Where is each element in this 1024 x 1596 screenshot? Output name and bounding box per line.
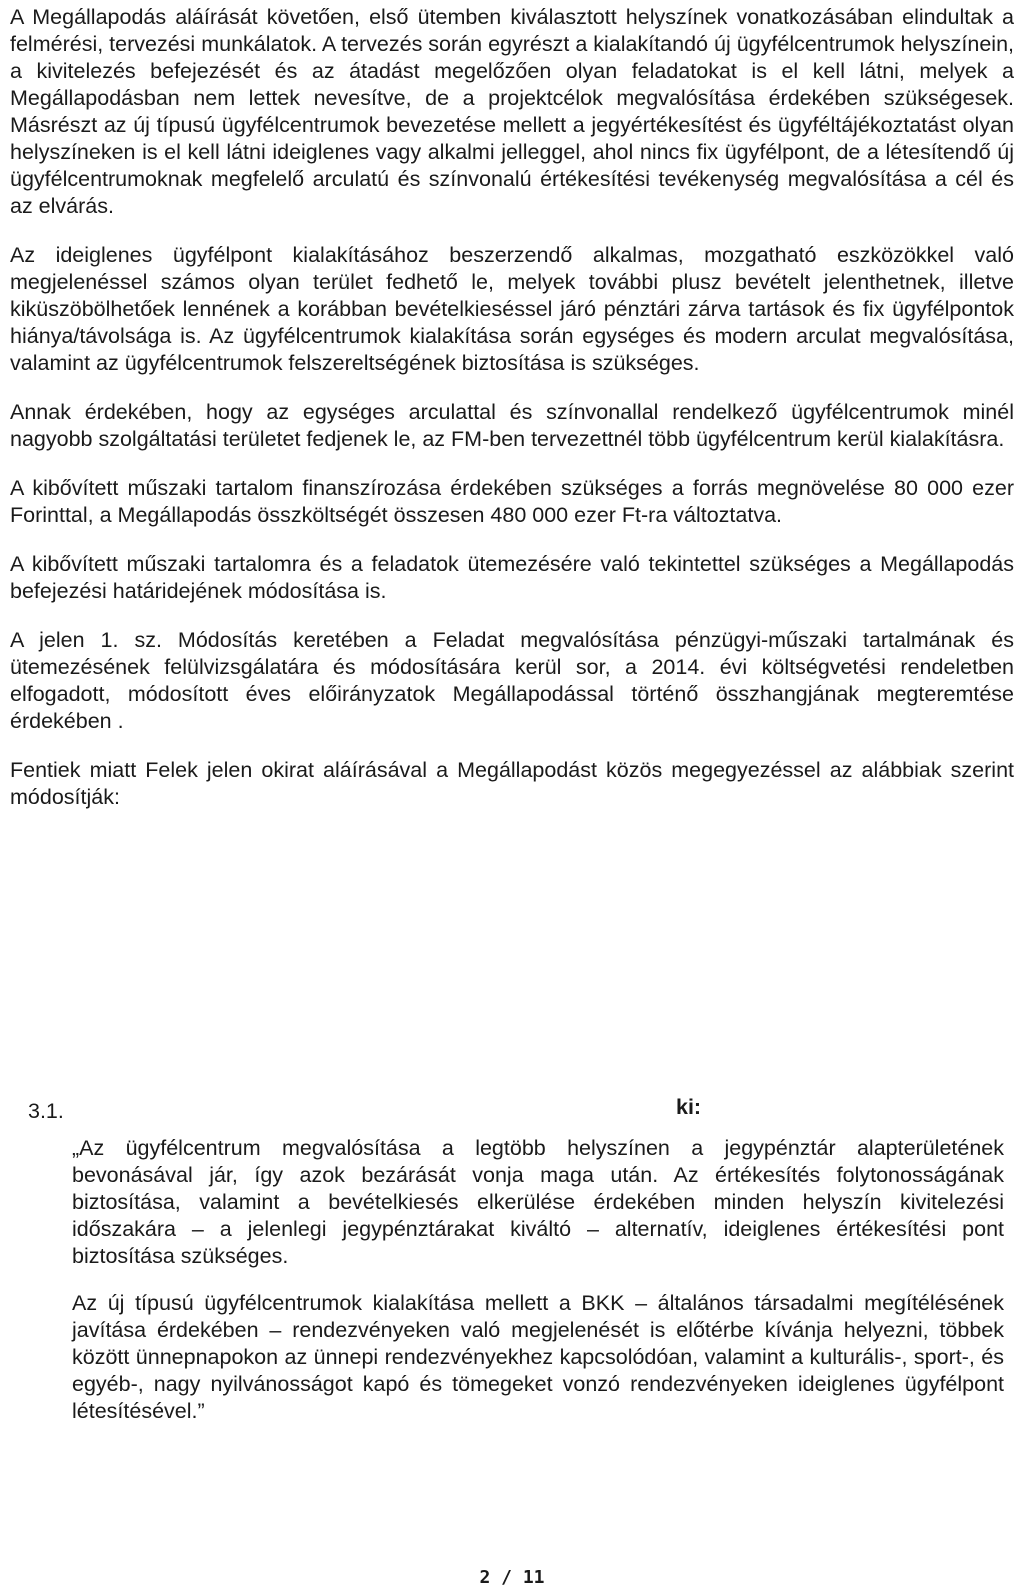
page-number: 2 / 11	[479, 1567, 545, 1588]
section-number: 3.1.	[28, 1099, 64, 1123]
section-suffix: ki:	[676, 1095, 702, 1119]
paragraph-4: A kibővített műszaki tartalom finanszírozása érdekében szükséges a forrás megnövelése 80 000 ezer Forinttal, a Megállapodás összköltségét összesen 480 000 ezer Ft-ra változtatva.	[10, 476, 1014, 527]
paragraph-7: Fentiek miatt Felek jelen okirat aláírásával a Megállapodást közös megegyezéssel az alábbiak szerint módosítják:	[10, 758, 1014, 809]
paragraph-3: Annak érdekében, hogy az egységes arculattal és színvonallal rendelkező ügyfélcentrumok minél nagyobb szolgáltatási területet fedjenek le, az FM-ben tervezettnél több ügyfélcentrum kerül kialakításra.	[10, 400, 1014, 451]
quote-paragraph-2: Az új típusú ügyfélcentrumok kialakítása mellett a BKK – általános társadalmi megítélésének javítása érdekében – rendezvényeken való megjelenését is előtérbe kívánja helyezni, többek között ünnepnapokon az ünnepi rendezvényekhez kapcsolódóan, valamint a kulturális-, sport-, és egyéb-, nagy nyilvánosságot kapó és tömegeket vonzó rendezvényeken ideiglenes ügyfélpont létesítésével.”	[72, 1291, 1004, 1423]
quoted-amendment	[72, 1135, 1004, 1425]
document-body	[10, 4, 1014, 811]
paragraph-5: A kibővített műszaki tartalomra és a feladatok ütemezésére való tekintettel szükséges a Megállapodás befejezési határidejének módosítása is.	[10, 552, 1014, 603]
paragraph-2: Az ideiglenes ügyfélpont kialakításához beszerzendő alkalmas, mozgatható eszközökkel való megjelenéssel számos olyan terület fedhető le, melyek további plusz bevételt jelenthetnek, illetve kiküszöbölhetőek lennének a korábban bevételkieséssel járó pénztári zárva tartások és fix ügyfélpontok hiánya/távolsága is. Az ügyfélcentrumok kialakítása során egységes és modern arculat megvalósítása, valamint az ügyfélcentrumok felszereltségének biztosítása is szükséges.	[10, 243, 1014, 375]
paragraph-1: A Megállapodás aláírását követően, első ütemben kiválasztott helyszínek vonatkozásában elindultak a felmérési, tervezési munkálatok. A tervezés során egyrészt a kialakítandó új ügyfélcentrumok helyszínein, a kivitelezés befejezését és az átadást megelőzően olyan feladatokat is el kell látni, melyek a Megállapodásban nem lettek nevesítve, de a projektcélok megvalósítása érdekében szükségesek. Másrészt az új típusú ügyfélcentrumok bevezetése mellett a jegyértékesítést és ügyféltájékoztatást olyan helyszíneken is el kell látni ideiglenes vagy alkalmi jelleggel, ahol nincs fix ügyfélpont, de a létesítendő új ügyfélcentrumoknak megfelelő arculatú és színvonalú értékesítési tevékenység megvalósítása a cél és az elvárás.	[10, 5, 1014, 218]
quote-paragraph-1: „Az ügyfélcentrum megvalósítása a legtöbb helyszínen a jegypénztár alapterületének bevonásával jár, így azok bezárását vonja maga után. Az értékesítés folytonosságának biztosítása, valamint a bevételkiesés elkerülése érdekében minden helyszín kivitelezési időszakára – a jelenlegi jegypénztárakat kiváltó – alternatív, ideiglenes értékesítési pont biztosítása szükséges.	[72, 1136, 1004, 1268]
paragraph-6: A jelen 1. sz. Módosítás keretében a Feladat megvalósítása pénzügyi-műszaki tartalmának és ütemezésének felülvizsgálatára és módosítására kerül sor, a 2014. évi költségvetési rendeletben elfogadott, módosított éves előirányzatok Megállapodással történő összhangjának megteremtése érdekében .	[10, 628, 1014, 733]
